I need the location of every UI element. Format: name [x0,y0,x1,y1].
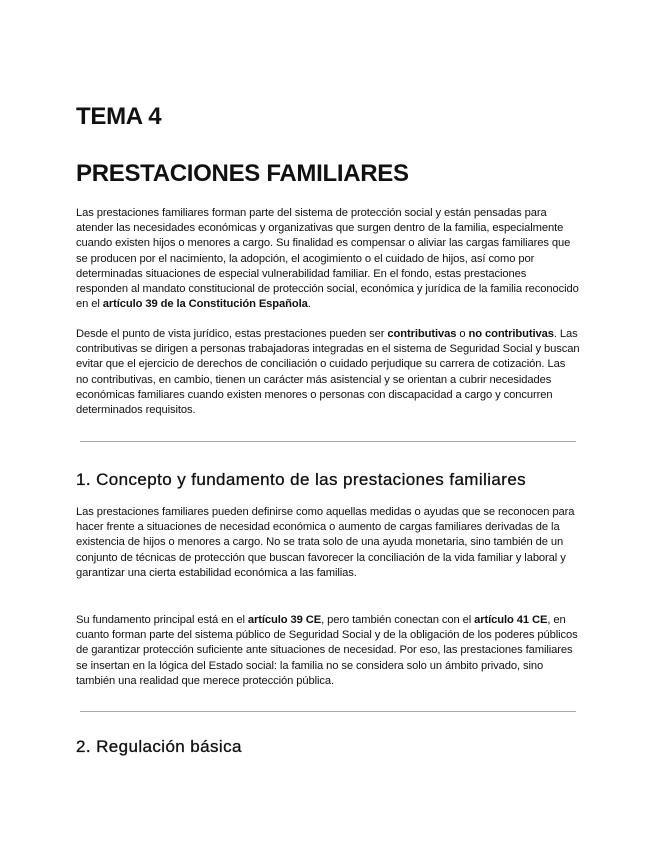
intro-p2-bold-contributivas: contributivas [387,328,457,340]
document-title: PRESTACIONES FAMILIARES [76,160,409,187]
section-1-heading: 1. Concepto y fundamento de las prestaciones familiares [76,470,527,489]
intro-p2-bold-no-contributivas: no contributivas [468,328,554,340]
section-1-p2-bold-art41: artículo 41 CE [474,614,548,626]
section-2-heading: 2. Regulación básica [76,737,242,756]
section-1-p1-text: Las prestaciones familiares pueden definirse como aquellas medidas o ayudas que se reconocen para hacer frente a situaciones de necesidad económica o aumento de cargas familiares derivadas de la existencia de hijos o menores a cargo. No se trata solo de una ayuda monetaria, sino también de un conjunto de técnicas de protección que buscan favorecer la conciliación de la vida familiar y laboral y garantizar una cierta estabilidad económica a las familias. [76,506,575,579]
intro-paragraph-1 [76,206,580,312]
intro-p1-text: Las prestaciones familiares forman parte del sistema de protección social y están pensadas para atender las necesidades económicas y organizativas que surgen dentro de la familia, especialmente cuando existen hijos o menores a cargo. Su finalidad es compensar o aliviar las cargas familiares que se producen por el nacimiento, la adopción, el acogimiento o el cuidado de hijos, así como por determinadas situaciones de especial vulnerabilidad familiar. En el fondo, estas prestaciones responden al mandato constitucional de protección social, económica y jurídica de la familia reconocido en el [76,207,579,311]
section-divider [80,711,576,712]
intro-p1-bold: artículo 39 de la Constitución Española [102,298,308,311]
intro-p2-mid: o [456,328,469,340]
section-1-p2-bold-art39: artículo 39 CE [247,614,322,626]
section-1-p2-start: Su fundamento principal está en el [76,614,248,626]
intro-paragraph-2 [76,327,580,418]
section-1-p2-end: , en cuanto forman parte del sistema público de Seguridad Social y de la obligación de los poderes públicos de garantizar protección suficiente ante situaciones de necesidad. Por eso, las prestaciones familiares se insertan en la lógica del Estado social: la familia no se considera solo un ámbito privado, sino también una realidad que merece protección pública. [76,614,578,687]
section-1-p2-mid: , pero también conectan con el [321,614,475,626]
section-1-paragraph-1 [76,505,580,581]
section-1-paragraph-2 [76,613,580,689]
section-divider [80,441,576,442]
intro-p2-start: Desde el punto de vista jurídico, estas prestaciones pueden ser [76,328,388,340]
intro-p2-end: . Las contributivas se dirigen a personas trabajadoras integradas en el sistema de Seguridad Social y buscan evitar que el ejercicio de derechos de conciliación o cuidado perjudique su carrera de cotización. Las no contributivas, en cambio, tienen un carácter más asistencial y se orientan a cubrir necesidades económicas familiares cuando existen menores o personas con discapacidad a cargo y concurren determinados requisitos. [76,328,580,417]
tema-heading: TEMA 4 [76,103,162,130]
intro-p1-end: . [307,298,311,311]
